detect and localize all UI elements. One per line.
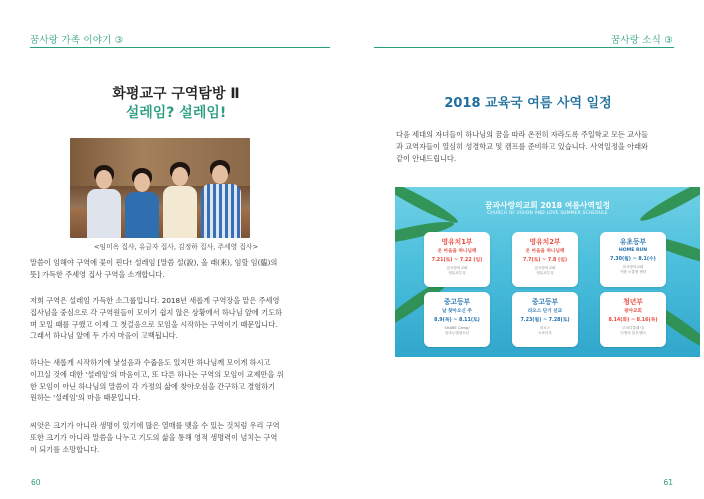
- paragraph: 씨앗은 크기가 아니라 생명이 있기에 많은 열매를 맺을 수 있는 것처럼 우리 구역 또한 크기가 아니라 말씀을 나누고 기도의 삶을 통해 영적 생명력이 넘치는 구역 이 되기를 소망합니다.: [30, 421, 280, 454]
- card-venue: SHARE Camp/ 임마누엘청소년: [444, 326, 470, 335]
- photo-caption: <임미옥 집사, 유금자 집사, 김정하 집사, 주세영 집사>: [93, 243, 259, 251]
- card-theme: 광야교회: [624, 309, 642, 314]
- section-header: 꿈사랑 가족 이야기 ③: [30, 35, 124, 46]
- card-theme: 온 마음을 하나님께: [437, 249, 477, 254]
- card-venue: 꿈사랑의교회 영유치부실: [534, 266, 556, 275]
- card-dept: 중고등부: [531, 298, 559, 306]
- header-rule: [30, 47, 330, 48]
- schedule-card: [600, 292, 666, 347]
- schedule-card: [424, 232, 490, 287]
- card-date: 7.23(월) ~ 7.28(토): [520, 318, 570, 323]
- card-dept: 유초등부: [619, 238, 647, 246]
- card-date: 7.7(토) ~ 7.8 (일): [522, 258, 568, 263]
- right-page: [352, 0, 704, 499]
- poster-subtitle: CHURCH OF VISION AND LOVE SUMMER SCHEDULE: [487, 211, 608, 216]
- card-theme: 온 마음을 하나님께: [525, 249, 565, 254]
- card-date: 8.14(화) ~ 8.16(목): [608, 318, 658, 323]
- card-date: 8.9(목) ~ 8.11(토): [434, 318, 480, 323]
- article-subtitle: 설레임? 설레임!: [125, 105, 227, 121]
- card-date: 7.30(월) ~ 8.1(수): [610, 257, 656, 262]
- paragraph: 말씀이 임해야 구역에 꽃이 핀다! 설레임 [말씀 설(說), 올 래(來), 임할 임(臨)의 뜻] 가득한 주세영 집사 구역을 소개합니다.: [30, 258, 278, 279]
- schedule-card: [600, 232, 666, 287]
- header-rule: [374, 47, 674, 48]
- card-venue: 꿈사랑의교회 영유치부실: [446, 266, 468, 275]
- page-number: 60: [31, 478, 41, 487]
- card-theme: 날 찾아오신 주: [442, 309, 472, 314]
- page-number: 61: [663, 478, 673, 487]
- card-dept: 영유치1부: [441, 238, 473, 246]
- article-title: 화평교구 구역탐방 Ⅱ: [112, 86, 240, 102]
- person-figure: [122, 158, 162, 238]
- card-venue: 꿈사랑의교회 카렌 오클랜 센터: [619, 265, 647, 274]
- card-theme: HOME RUN: [618, 248, 648, 253]
- summer-schedule-poster: [395, 187, 700, 357]
- paragraph: 하나는 새롭게 시작하기에 낯설음과 수줍음도 있지만 하나님께 모이게 하시고 이끄실 것에 대한 '설레임'의 마음이고, 또 다른 하나는 구역의 모임이 교제만을 위 한 모임이 아닌 하나님의 말씀이 각 가정의 삶에 찾아오심을 간구하고 경험하기 원하는 '설레임'의 마음 때문입니다.: [30, 358, 284, 403]
- person-figure: [84, 158, 124, 238]
- schedule-card: [424, 292, 490, 347]
- card-dept: 청년부: [623, 298, 643, 306]
- poster-title: 꿈과사랑의교회 2018 여름사역일정: [484, 201, 611, 210]
- schedule-card: [512, 232, 578, 287]
- card-dept: 영유치2부: [529, 238, 561, 246]
- person-figure: [198, 154, 244, 238]
- card-theme: 라오스 단기 선교: [527, 309, 563, 314]
- schedule-card: [512, 292, 578, 347]
- paragraph: 저희 구역은 설레임 가득한 소그룹입니다. 2018년 새롭게 구역장을 맡은 주세영 집사님을 중심으로 각 구역원들이 모이기 쉽지 않은 상황에서 하나님 앞에 기도하 며 모일 때를 구했고 이제 그 첫걸음으로 모임을 시작하는 구역이기 때문입니다. 그래서 하나님 앞에 두 가지 마음이 고백됩니다.: [30, 296, 282, 341]
- section-header: 꿈사랑 소식 ③: [610, 35, 673, 46]
- card-venue: 르미디클래시/ 인생의 블루센터: [620, 326, 646, 335]
- card-date: 7.21(토) ~ 7.22 (일): [431, 258, 483, 263]
- person-figure: [160, 156, 200, 238]
- group-photo: [70, 138, 250, 238]
- card-venue: 라오스 오포다우: [538, 326, 552, 335]
- intro-paragraph: 다음 세대의 자녀들이 하나님의 꿈을 따라 온전히 자라도록 주일학교 모든 교사들 과 교역자들이 열심히 성경학교 및 캠프를 준비하고 있습니다. 사역일정을 아래와 같이 안내드립니다.: [396, 130, 648, 163]
- article-title: 2018 교육국 여름 사역 일정: [444, 96, 612, 111]
- card-dept: 중고등부: [443, 298, 471, 306]
